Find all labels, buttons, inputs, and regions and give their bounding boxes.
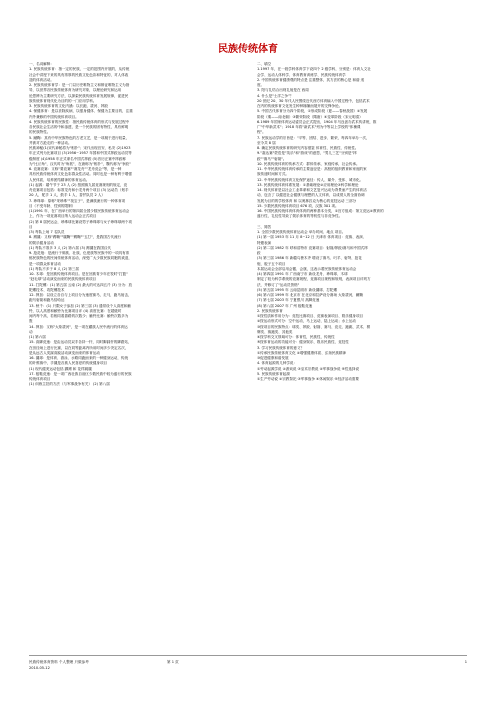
text-line: 造的体育活动。 [29, 77, 54, 82]
text-line: 炮、板子五个项目 [257, 261, 286, 266]
text-line: (8) 第八届 2007 年 广州 板鞋竞速 [257, 303, 313, 308]
text-line: 11. 打陀螺：(1) 第五届 云南 (2) 最大的可达四五斤 (3) 分为：放 [29, 282, 133, 287]
text-line: 11. 中华民族传统体育传承的主要途径是：高校的组织教育和家庭的家 [257, 167, 367, 171]
footer-note: 民族传统体育资料 个人整理 只做参考 [29, 660, 89, 664]
text-line: ①生产劳动说 ②宗教祭祀 ③军事战争 ④休闲娱乐 ⑤经济活动需要 [257, 377, 359, 381]
text-line: 铃，以人高度和触铃为比赛项目评 (4) 高度比赛：在超级时 [29, 308, 122, 313]
text-line: 1. 民族传统体育：指一定的民族，一定的范围内开展的，从传统 [29, 67, 130, 72]
text-line: 三、简答 [257, 224, 272, 229]
text-line: (1)1991 年，在广西举行的第四届全国少数民族传统体育运动会 [29, 209, 130, 213]
text-line: 13. 民族传统体育体系发展：①基础理论②应用理论③科学和理论 [257, 182, 359, 187]
text-line: 法，并修订了"运动员资格" [257, 282, 300, 287]
text-line: ②按运动形式可分：空中运动，马上运动，陆上运动；水上运动 [257, 319, 356, 324]
text-line: 目（不受年龄、性别的限制） [29, 203, 76, 208]
left-column [29, 62, 242, 652]
text-line: 14. 现代体育是以社会工业革命和文艺复兴运动为背景而产生的体育活 [257, 188, 367, 192]
text-line: (6) 第六届 1999 年 北京市 在北京和拉萨设分赛场 大象拔河，蹴鞠 [257, 293, 363, 297]
text-line: 15. 少数民族传统体育项目 676 项，汉族 301 项。 [257, 203, 339, 208]
text-line: (4) 第四届 1991 年 广西南宁市 新设龙舟、珍珠球、木球 [257, 272, 348, 276]
text-line: 二、填空 [257, 62, 272, 66]
text-line: 10. 木球：是回族传统体育项目。是在回族青少年在牧时"打篮" [29, 272, 128, 276]
text-line: ⑤按体育运动的功能可分：健身娱乐、娱乐民族性、竞技性 [257, 340, 349, 345]
text-line: 盛行性，礼仪性导致了娱乐体育的等机性与非竞争性。 [257, 214, 343, 219]
text-line: 12. 中华民族传统体育文化保护途径：传人、媒介、受体、城市化。 [257, 177, 364, 182]
text-line: 1.1997 年，在一段学科体育学下设四个 2 级学科，分别是：体育人文社 [257, 67, 371, 72]
text-line: 动 [29, 329, 33, 334]
text-line: 17. 板鞋竞速：是一项广西壮族自治区少数民族中较为盛行的民族 [29, 371, 132, 376]
text-line: 12. 押加：以设立各自与上项目分为速度赛马，走马，跑马射击， [29, 293, 132, 297]
text-line: 广"中华新武术"；1918 年将"新武术"列为中等以上学校的"体操课 [257, 125, 361, 129]
text-line: 是一项群众体育活动 [29, 261, 61, 266]
text-line: (5) 第五届 1995 年 云南昆明市 新设毽球、打陀螺 [257, 287, 337, 292]
text-line: 20 世纪 20、30 年代人民围绕近代西方体育输入中国过程中，包括武术 [257, 98, 370, 103]
text-line: 一、名词解释： [29, 62, 54, 66]
text-line: 胜 [29, 319, 33, 324]
text-line: 的娱乐健身活动 [29, 240, 54, 245]
text-line: 9. 抢花炮：是流行于侗族、壮族、仫佬族等民族中的一项具有浓 [29, 251, 130, 255]
text-line: 导，以世界各民族传统体育为研究对象，以理论研究和运用 [29, 88, 122, 93]
text-line: 5. 中国古代体育分为四个阶段，①形成阶段（夏——春秋战国）②发展 [257, 109, 368, 114]
text-line: 13. 秋千：(1) 只限女子参加 (2) 第三届 (3) 通常设个人高度和触 [29, 303, 131, 308]
text-line: 的民族特性。 [29, 130, 51, 135]
text-line: 陀螺技术、攻陀螺技术 [29, 287, 65, 292]
text-line: 族传递时间和方式。 [257, 172, 289, 177]
text-line: ①传承民族传统体育文化 ②增强健康体质、弘扬民族精神 [257, 350, 347, 355]
text-line: 具有民族传统体育文化色彩群众性活动。同时也是一种有利于增强 [29, 172, 132, 177]
text-line: 10. 民族传统体育的传承方式：群体传承，家庭传承，社会传承。 [257, 161, 360, 166]
text-line: 会学、运动人体科学、体育教育训练学、民族传统体育学 [257, 72, 346, 77]
text-line: 牌类、赛跑类、其他类 [257, 329, 293, 334]
text-line: ④按学科交叉领域可分：体育性，民族性，传统性 [257, 335, 335, 339]
text-line: 在内的传统体育文化发生种种撞撞而展开的交锋争论。 [257, 104, 343, 108]
text-line: 并被对方抢走的一种活动。 [29, 140, 72, 145]
text-line: 阶段（秦——南北朝）③繁荣阶段（隋唐）④变革阶段（宋元明清） [257, 114, 363, 119]
text-line: (7) 第七届 2003 年 宁夏银川 高脚竞速 [257, 298, 320, 303]
text-line: 2. 中国传统体育健康观的特点是 注重整体，其方法的核心是 和谐 适 [257, 77, 365, 82]
text-line: 上，作为一项竞赛项目纳入运动会正式项目 [29, 214, 97, 219]
text-line: 14. 押加：又称"大象拔河"，是一项在藏族人民中流行的体育运 [29, 324, 128, 329]
text-line: 社会中讲授下来的具有浓厚的民族文化色彩和特征的，对人体改 [29, 72, 129, 77]
text-line: 2. 民族传统体育学：是一门以历史唯物主义和辩证唯物主义为指 [29, 83, 130, 87]
text-line: 是从远古人类踩高跷活动演变而来的体育运动 [29, 350, 100, 355]
text-line: 3. 学习民族传统体育的意义？ [257, 345, 305, 350]
text-line: 6.1989 年国家体育运动委员会正式提出，1904 年马良创办武术传讲班，推 [257, 119, 377, 124]
text-line: (2) 第 8 届民运会，珍珠球比赛设男子珍珠球与女子珍珠球两个项 [29, 219, 132, 224]
text-line: 族传统体育现代化为目的的一门应用学科。 [29, 98, 97, 103]
text-line: (3) 每队上场 7 名队员 [29, 230, 65, 234]
text-line: (1) 每队不多于 8 人 (2) 第三届 [29, 266, 79, 271]
page-footer [29, 660, 467, 674]
text-line: 4. 体育起源的几种学说： [257, 361, 297, 366]
text-line: ①按性质和作用分为：竞技比赛项目、竞赛表演项目、娱乐健身项目 [257, 314, 364, 318]
text-line: 7. 珍珠球：原称"采珍珠""找宝子"，是满族流行的一种体育项 [29, 198, 126, 203]
text-line: (1) 训练主扶的方法（与军事战争有关） (2) 第八届 [29, 382, 110, 387]
text-line: ③按项目的民族特点：球类、摔跤、射箭、赛马、竞走、跑跳、武术、棋 [257, 324, 371, 329]
text-line: 程"。 [257, 130, 266, 135]
text-line: 的纤维赛中，手毽是各族人民喜爱的传统健身项目 [29, 361, 108, 366]
text-line: 郁民族特色的民间传统体育活动，深受广大少数民族同胞的欢迎， [29, 256, 132, 261]
text-line: 间内每个高，若相同看靠路的次数少；触铃比赛：触铃次数多为 [29, 314, 129, 318]
text-line: 舟竞赛项目包括：标准龙舟和小龙舟两个项目 (3) 运动员（划手 [29, 188, 129, 192]
text-line: 动，包含了 以健进社会健康与理想的人文体育，以成绩人的全面协调 [257, 193, 365, 198]
footer-page-label: 第 1 页 [167, 660, 179, 664]
text-line: 至今共 8 届 [257, 140, 276, 145]
text-line: 20 人，舵手 1 人，鼓手 1 人，香扦队员 2 人） [29, 193, 105, 198]
text-line: 发展为目的的学校体育 和 以奥林匹克为核心的竞技运动 三部分 [257, 198, 357, 203]
footer-divider [29, 655, 467, 656]
text-line: 目 [29, 224, 33, 229]
text-line: "赶毛球"活动演变而来的民族传统体育项目 [29, 277, 97, 282]
text-line: 4. 保健体育：是以祛除疾病，以强身健体、保健为主要目的，注重 [29, 109, 133, 114]
text-line: 内外兼修的中国传统体育项目。 [29, 114, 79, 119]
text-line: 为"比丘角"，汉代时为"角抵"，在唐称为"相扑"，魏代称为"争跤" [29, 161, 131, 166]
text-line: 7. 民族运动学的宗旨是："平等、团结、进步、繁荣，每四年举办一次， [257, 135, 370, 140]
text-line: 在田径场上进行比赛，以在同等距离内所用时间多少决定名次， [29, 345, 129, 350]
footer-page-number: 1 [464, 660, 467, 664]
text-line: 16. 毽球：是体育、游泳、水路同跑而来的一种健身运动，传统 [29, 356, 128, 360]
text-line: 1. 全国少数民族传统体育运动会 举办时间、地点 项目。 [257, 230, 346, 234]
text-line: ③促进健康和谐发展 [257, 356, 289, 360]
text-line: (3) 第三届 1986 年 新疆乌鲁木齐 增设了赛马、叼羊、射弩、抢花 [257, 256, 362, 261]
text-line: 跤 [257, 251, 261, 255]
page-title: 民族传统体育 [218, 44, 278, 55]
text-line: 3. 民族传统体育的文化内涵：以长跑、拔河、摔跤 [29, 104, 108, 108]
text-line: 5. 蹴鞠：其有中华民族特色的古老文艺，是一项凝于进行较量， [29, 135, 130, 140]
text-line: 跤""赛马""射箭"。 [257, 156, 287, 161]
footer-date: 2010-05-12 [29, 666, 50, 670]
text-line: 人民体质，培养团结精神的体育运动。 [29, 177, 90, 182]
text-line: 9."嘉达赛"蒙语是"英乐"和"游戏"的意思，"男儿三艺"分别是"摔 [257, 151, 357, 156]
text-line: 跑马射箭和跑马拾哈达 [29, 298, 65, 303]
text-line: (1) 现代健美运动包括 蹲踢 和 花样跳毽 [29, 366, 92, 371]
text-line: 传统体育项目 [29, 377, 51, 381]
text-line: 2. 民族传统体育 [257, 308, 283, 313]
text-line: 5. 民族传统体育起源 [257, 371, 290, 376]
text-line: 本届运动会全部启用会徽、会旗，这表示着民族传统体育运动会 [257, 266, 357, 271]
text-line: 8. 踢毽：又称"踢鞠""毽鞠""踢鞠""五打"，是我国古代流行 [29, 235, 122, 240]
text-line: 3. 阳与礼结合出现礼射是在 西周 [257, 88, 309, 93]
text-line: 民族神秘(1)宋代神秘将为"相扑"；宋代出现官安、私安 (2)1923 [29, 146, 131, 150]
text-line: 年正式列为比赛项目 (3)1956~1957 年国和中国式摔跤运动员等 [29, 151, 132, 156]
text-line: 16. 中国民族传统体育体育体育的两种基本分类，①官方组成：第文竞运②教育的 [257, 209, 384, 213]
text-line: (1) 起源：端午节于 23 人 (2) 按照赛九届竞赛规则的规定，竞 [29, 182, 128, 187]
text-line: ①劳动起源学说 ②游戏说 ③巫术宗教说 ④军事战争说 ⑤性选择说 [257, 366, 359, 371]
text-line: (1) 第六届 [29, 335, 46, 339]
text-line: 特邀表演 [257, 240, 272, 245]
text-line: 制定了较为科学系统的竞赛规程，竞赛项目规程和规则，表演项目评判方 [257, 277, 371, 282]
text-line: 15. 高脚竞速：是由运动员双手各持一杆，同时脚踩杆的脚蹬站， [29, 340, 132, 345]
text-line: 8. 确定民族传统体育的研究内容借鉴 体育性、民族性、传统性。 [257, 146, 359, 150]
text-line: (1) 第一届 1953 年 11 月 8~12 日 天津市 体育项目：竞赛、表演、 [257, 235, 367, 240]
text-line: 4. 民族传统体育的民族性：指民族传统体育的形式与发展过程中 [29, 119, 130, 124]
text-line: 6. 竞赛竞赛：又称"要竞赛""赛龙舟""龙舟竞会"等，是一种 [29, 167, 122, 171]
right-column [257, 62, 470, 652]
text-line: 各民族社会生活的中和渗透，是一个民族的固有特性，具有鲜明 [29, 125, 129, 129]
text-line: 度。 [257, 83, 265, 87]
text-line: (2) 第二届 1982 年 呼和浩特市 竞赛项目：射箭/摔跤/赛马和中国式摔 [257, 245, 368, 250]
text-line: 论思辨为主要研究方法，以探索民族传统体育发展规律，促进民 [29, 93, 129, 98]
text-line: (1) 每队不准多 3 人 (2) 第六届 (3) 踢毽在我国汉代 [29, 245, 111, 250]
text-line: 4. 什么是"士洋之争"？ [257, 93, 294, 98]
text-line: 级制度 (4)1958 年正式命名中国式摔跤 (5)首历正赛中摔跤称 [29, 156, 126, 161]
